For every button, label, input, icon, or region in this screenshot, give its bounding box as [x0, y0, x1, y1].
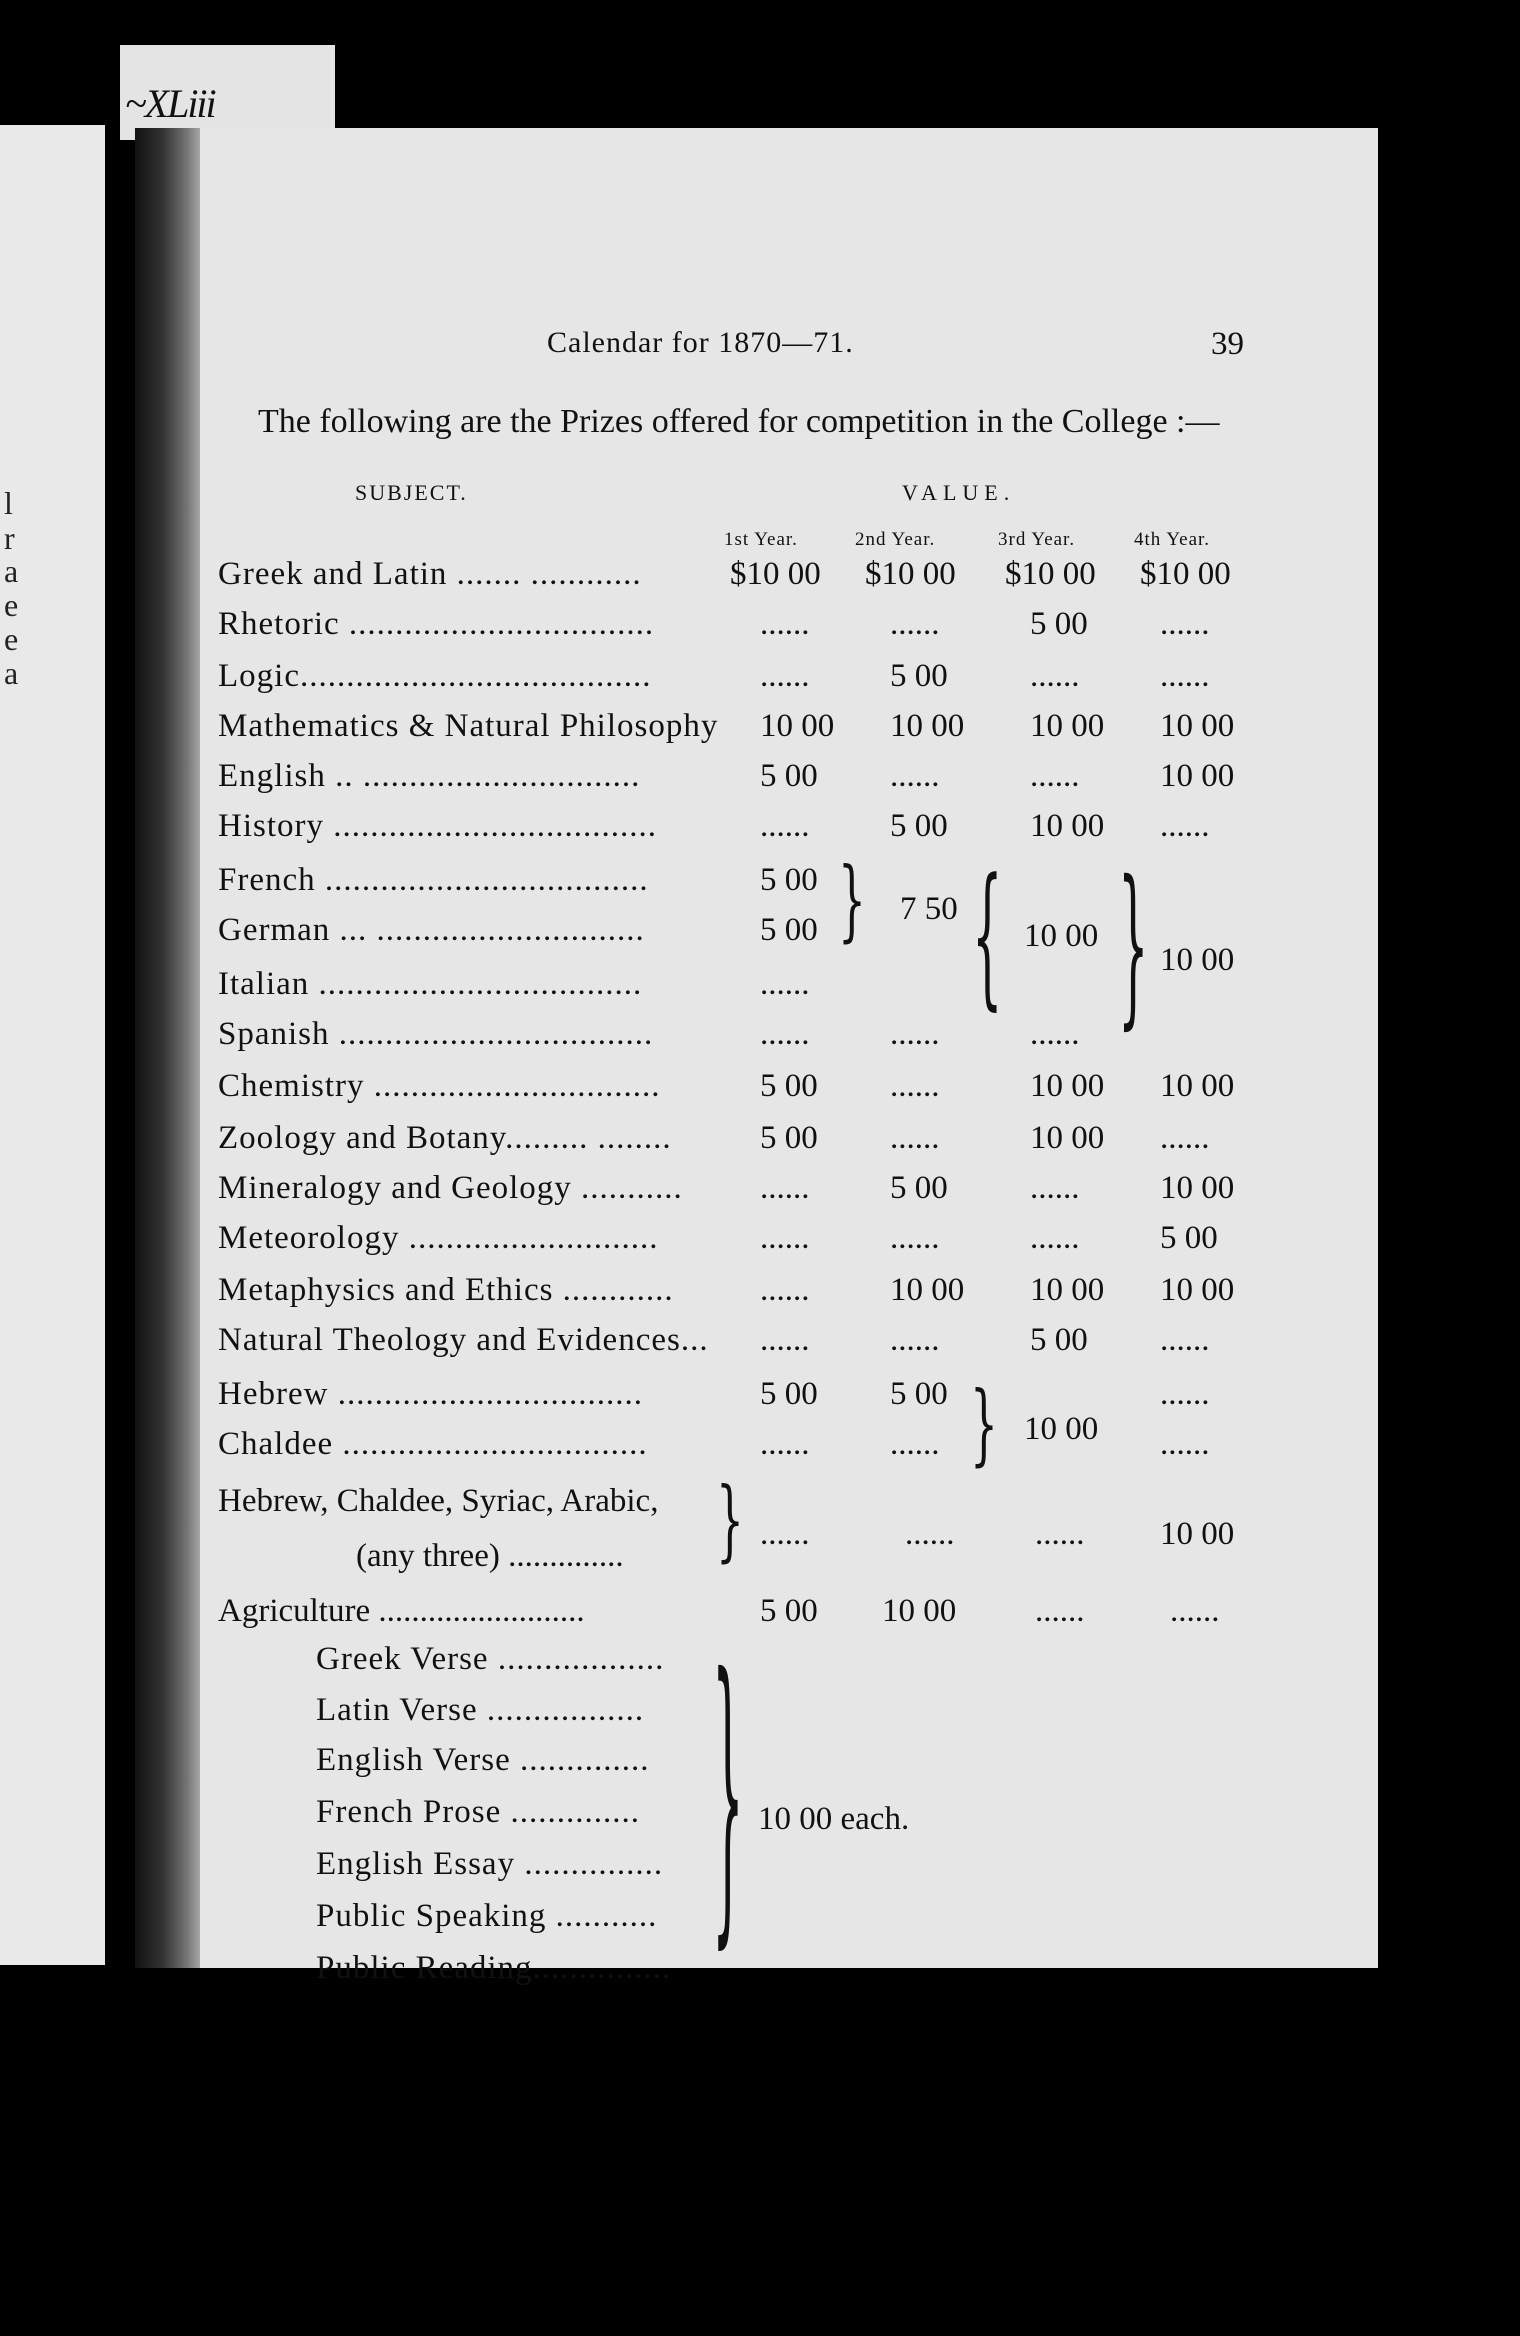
prize-value: 10 00 [1030, 1068, 1105, 1104]
subject-name: Natural Theology and Evidences... [218, 1322, 709, 1358]
prize-value: ...... [890, 1322, 940, 1358]
subject-name: German ... ............................. [218, 912, 645, 948]
year-heading: 2nd Year. [855, 529, 936, 550]
prize-value: ...... [1160, 1120, 1210, 1156]
prize-value: ...... [1160, 1376, 1210, 1412]
prize-value: 5 00 [760, 1120, 818, 1156]
facing-page-edge [0, 125, 105, 1965]
year-heading: 4th Year. [1134, 529, 1211, 550]
grouped-value-modern-3rd: 10 00 [1024, 918, 1099, 954]
prize-value: $10 00 [1140, 556, 1231, 592]
subject-name: Hebrew ................................. [218, 1376, 643, 1412]
subject-name: Rhetoric ................................. [218, 606, 655, 642]
subject-semitic-line1: Hebrew, Chaldee, Syriac, Arabic, [218, 1483, 659, 1519]
prize-value: 5 00 [760, 862, 818, 898]
prize-value: ...... [890, 758, 940, 794]
prize-value: ...... [1030, 1016, 1080, 1052]
prize-value: 10 00 [890, 1272, 965, 1308]
prize-value: 5 00 [760, 758, 818, 794]
right-brace: } [1118, 845, 1149, 1048]
prize-value: ...... [890, 1220, 940, 1256]
prize-value: ...... [760, 1272, 810, 1308]
prize-value: 10 00 [1160, 708, 1235, 744]
facing-page-fragment: l [4, 485, 13, 521]
subject-name: History ................................... [218, 808, 657, 844]
value-agriculture-2nd: 10 00 [882, 1593, 957, 1629]
subject-name: Metaphysics and Ethics ............ [218, 1272, 674, 1308]
prize-value: 10 00 [760, 708, 835, 744]
subject-name: English .. .............................. [218, 758, 641, 794]
value-agriculture-1st: 5 00 [760, 1593, 818, 1629]
prize-value: 10 00 [890, 708, 965, 744]
composition-item: English Verse .............. [316, 1742, 650, 1778]
page-number: 39 [1211, 326, 1244, 362]
running-head: Calendar for 1870—71. [547, 326, 854, 359]
subject-name: Chaldee ................................. [218, 1426, 648, 1462]
subject-name: Italian ................................... [218, 966, 643, 1002]
prize-value: $10 00 [730, 556, 821, 592]
subject-name: Zoology and Botany......... ........ [218, 1120, 672, 1156]
prize-value: 5 00 [890, 1170, 948, 1206]
prize-value: ...... [760, 1170, 810, 1206]
prize-value: 5 00 [1030, 606, 1088, 642]
prize-value: 10 00 [1160, 758, 1235, 794]
right-brace: } [970, 1374, 998, 1476]
prize-value: 5 00 [760, 912, 818, 948]
prize-value: ...... [760, 658, 810, 694]
prize-value: ...... [760, 606, 810, 642]
book-spine-shadow [135, 128, 205, 1968]
value-semitic-3rd: ...... [1035, 1516, 1085, 1552]
composition-item: English Essay ............... [316, 1846, 664, 1882]
composition-item: Greek Verse .................. [316, 1641, 665, 1677]
subject-name: Greek and Latin ....... ............ [218, 556, 642, 592]
prize-value: 10 00 [1160, 1170, 1235, 1206]
prize-value: ...... [1030, 1220, 1080, 1256]
prize-value: 10 00 [1030, 808, 1105, 844]
subject-name: Chemistry ............................... [218, 1068, 661, 1104]
handwritten-scrawl: ~XLiii [125, 81, 215, 126]
composition-item: Latin Verse ................. [316, 1692, 645, 1728]
prize-value: ...... [760, 1322, 810, 1358]
facing-page-fragment: a [4, 553, 19, 589]
value-heading: VALUE. [902, 480, 1016, 505]
value-agriculture-3rd: ...... [1035, 1593, 1085, 1629]
subject-name: Logic...................................... [218, 658, 652, 694]
prize-value: 10 00 [1160, 1068, 1235, 1104]
grouped-value-hebrew-3rd: 10 00 [1024, 1411, 1099, 1447]
prize-value: ...... [890, 1016, 940, 1052]
prize-value: 5 00 [890, 808, 948, 844]
subject-name: Mathematics & Natural Philosophy [218, 708, 719, 744]
subject-name: Spanish .................................. [218, 1016, 654, 1052]
value-agriculture-4th: ...... [1170, 1593, 1220, 1629]
right-brace: } [838, 850, 866, 952]
prize-value: ...... [890, 1120, 940, 1156]
year-heading: 3rd Year. [998, 529, 1076, 550]
prize-value: 5 00 [1160, 1220, 1218, 1256]
prize-value: ...... [890, 1068, 940, 1104]
prize-value: 10 00 [1160, 1272, 1235, 1308]
prize-value: $10 00 [865, 556, 956, 592]
subject-agriculture: Agriculture ......................... [218, 1593, 585, 1629]
prize-value: ...... [1030, 758, 1080, 794]
value-semitic-1st: ...... [760, 1516, 810, 1552]
prize-value: ...... [760, 1220, 810, 1256]
facing-page-fragment: r [4, 520, 15, 556]
right-brace: } [712, 1615, 744, 1975]
composition-value: 10 00 each. [758, 1801, 910, 1837]
year-heading: 1st Year. [724, 529, 798, 550]
prize-value: 5 00 [760, 1068, 818, 1104]
prize-value: $10 00 [1005, 556, 1096, 592]
prize-value: 5 00 [1030, 1322, 1088, 1358]
subject-semitic-line2: (any three) .............. [356, 1538, 624, 1574]
prize-value: ...... [760, 966, 810, 1002]
prize-value: 5 00 [760, 1376, 818, 1412]
facing-page-fragment: a [4, 655, 19, 691]
prize-value: ...... [1160, 606, 1210, 642]
prize-value: ...... [1160, 658, 1210, 694]
prize-value: ...... [760, 1426, 810, 1462]
composition-item: Public Speaking ........... [316, 1898, 658, 1934]
subject-name: Mineralogy and Geology ........... [218, 1170, 683, 1206]
facing-page-fragment: e [4, 587, 19, 623]
composition-item: French Prose .............. [316, 1794, 640, 1830]
grouped-value-modern-2nd: 7 50 [900, 891, 958, 927]
subject-name: Meteorology ........................... [218, 1220, 659, 1256]
grouped-value-modern-4th: 10 00 [1160, 942, 1235, 978]
prize-value: ...... [890, 1426, 940, 1462]
prize-value: ...... [1160, 1426, 1210, 1462]
prize-value: ...... [890, 606, 940, 642]
subject-name: French ................................... [218, 862, 649, 898]
value-semitic-4th: 10 00 [1160, 1516, 1235, 1552]
right-brace: } [716, 1470, 744, 1572]
prize-value: ...... [1160, 1322, 1210, 1358]
prize-value: 10 00 [1030, 708, 1105, 744]
subject-heading: SUBJECT. [355, 480, 468, 505]
facing-page-fragment: e [4, 621, 19, 657]
prize-value: 5 00 [890, 658, 948, 694]
prize-value: ...... [1030, 1170, 1080, 1206]
value-semitic-2nd: ...... [905, 1516, 955, 1552]
prize-value: ...... [760, 1016, 810, 1052]
prize-value: ...... [1160, 808, 1210, 844]
prize-value: ...... [760, 808, 810, 844]
intro-sentence: The following are the Prizes offered for competition in the College :— [258, 403, 1220, 440]
prize-value: 10 00 [1030, 1272, 1105, 1308]
right-brace: { [972, 847, 1003, 1027]
prize-value: 10 00 [1030, 1120, 1105, 1156]
prize-value: 5 00 [890, 1376, 948, 1412]
composition-item: Public Reading............... [316, 1950, 672, 1986]
prize-value: ...... [1030, 658, 1080, 694]
